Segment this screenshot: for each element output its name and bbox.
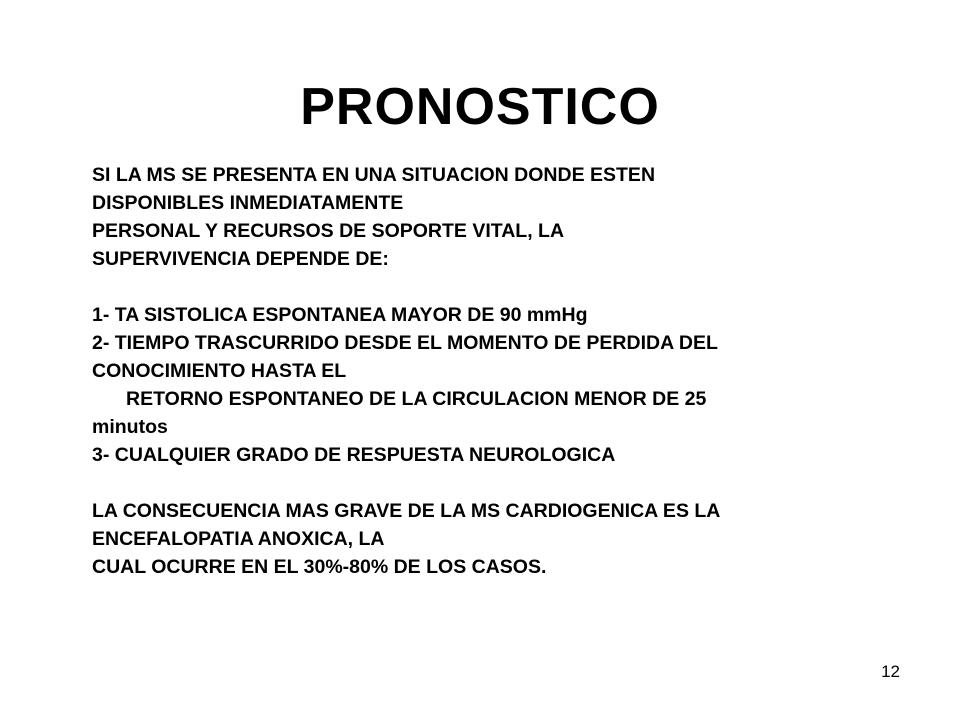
criteria-list: [92, 301, 892, 469]
page-number: 12: [881, 662, 900, 681]
intro-paragraph: [92, 161, 892, 273]
consequence-line-1: LA CONSECUENCIA MAS GRAVE DE LA MS CARDIOGENICA ES LA: [92, 500, 721, 522]
spacer: [92, 273, 892, 301]
criteria-item-1: 1- TA SISTOLICA ESPONTANEA MAYOR DE 90 mmHg: [92, 304, 588, 326]
criteria-item-2-line-2: CONOCIMIENTO HASTA EL: [92, 360, 347, 382]
criteria-item-3: 3- CUALQUIER GRADO DE RESPUESTA NEUROLOGICA: [92, 444, 616, 466]
intro-line-1: SI LA MS SE PRESENTA EN UNA SITUACION DONDE ESTEN: [92, 164, 656, 186]
intro-line-4: SUPERVIVENCIA DEPENDE DE:: [92, 248, 389, 270]
consequence-paragraph: [92, 497, 892, 581]
consequence-line-2: ENCEFALOPATIA ANOXICA, LA: [92, 528, 385, 550]
intro-line-2: DISPONIBLES INMEDIATAMENTE: [92, 192, 404, 214]
intro-line-3: PERSONAL Y RECURSOS DE SOPORTE VITAL, LA: [92, 220, 565, 242]
consequence-line-3: CUAL OCURRE EN EL 30%-80% DE LOS CASOS.: [92, 556, 547, 578]
slide-body: [92, 161, 892, 581]
criteria-item-2-line-4: minutos: [92, 416, 168, 438]
slide-title: PRONOSTICO: [300, 78, 660, 136]
criteria-item-2-line-3: RETORNO ESPONTANEO DE LA CIRCULACION MENOR DE 25: [126, 388, 707, 410]
criteria-item-2-line-1: 2- TIEMPO TRASCURRIDO DESDE EL MOMENTO DE PERDIDA DEL: [92, 332, 718, 354]
spacer: [92, 469, 892, 497]
